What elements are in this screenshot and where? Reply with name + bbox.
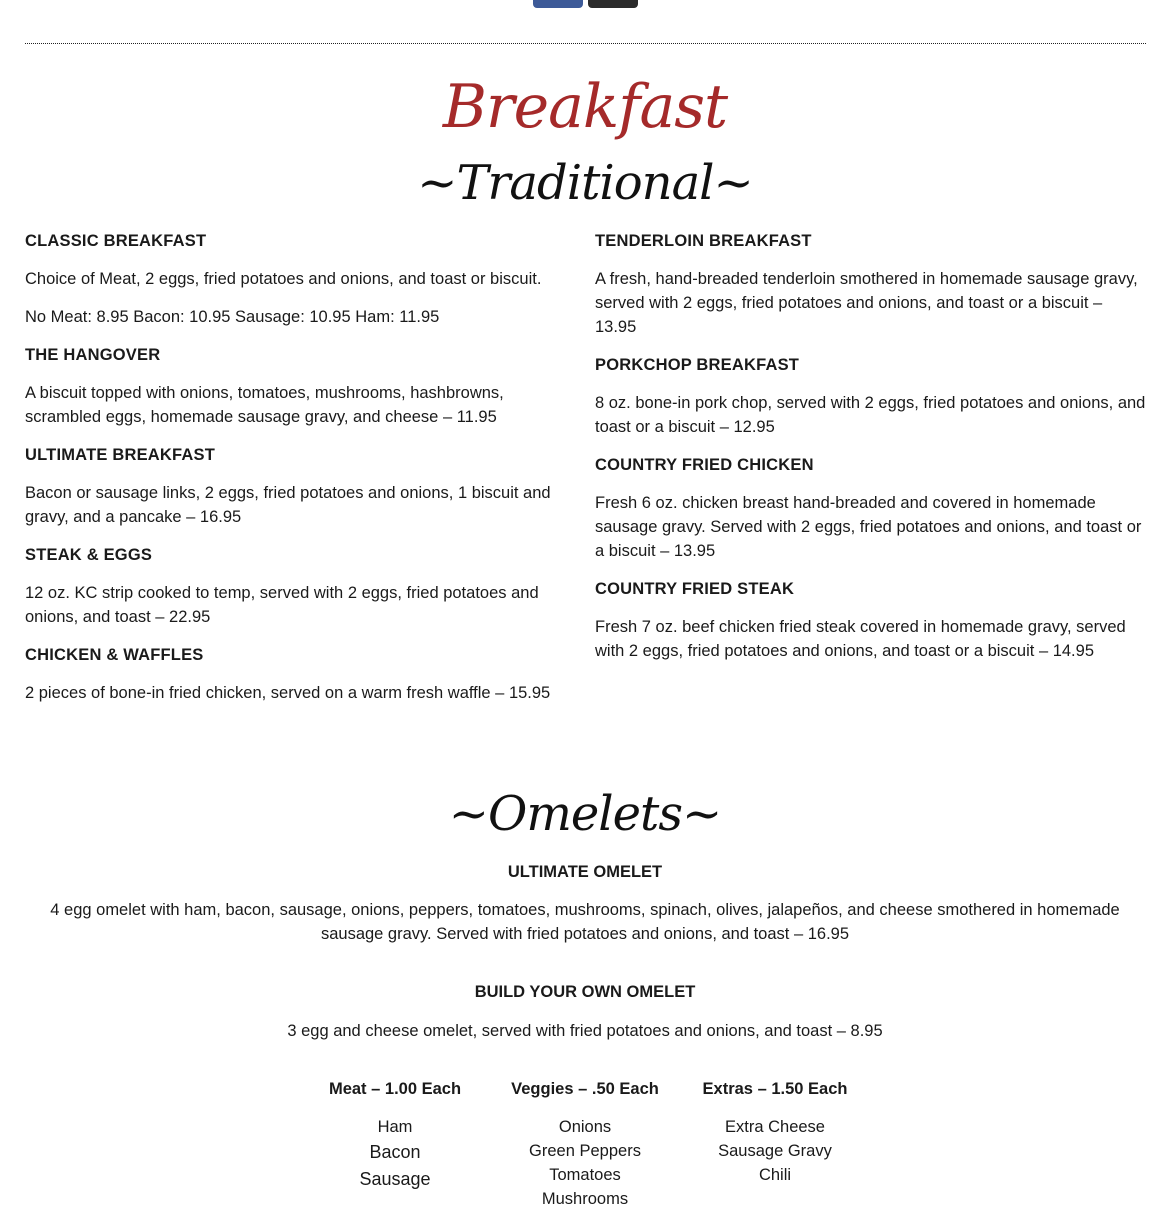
extras-options xyxy=(680,1077,870,1187)
facebook-share-button[interactable] xyxy=(533,0,583,8)
option-item: Green Peppers xyxy=(529,1142,641,1160)
option-item: Chili xyxy=(758,1166,792,1184)
menu-item-desc: Fresh 7 oz. beef chicken fried steak covered in homemade gravy, served with 2 eggs, fried potatoes and onions, and toast or a biscuit – 14.95 xyxy=(595,618,1126,660)
ultimate-omelet-desc: 4 egg omelet with ham, bacon, sausage, onions, peppers, tomatoes, mushrooms, spinach, olives, jalapeños, and cheese smothered in homemade sausage gravy. Served with fried potatoes and onions, and toast – 16.95 xyxy=(50,901,1120,943)
option-item: Bacon xyxy=(369,1142,421,1162)
menu-item-name: COUNTRY FRIED CHICKEN xyxy=(595,456,814,474)
menu-item-name: TENDERLOIN BREAKFAST xyxy=(595,232,812,250)
option-item: Sausage xyxy=(359,1169,431,1189)
menu-item-desc: Choice of Meat, 2 eggs, fried potatoes and onions, and toast or biscuit. xyxy=(25,270,542,288)
meat-options-heading: Meat – 1.00 Each xyxy=(328,1080,462,1098)
subsection-title-omelets: ~Omelets~ xyxy=(448,786,722,842)
menu-item-desc: Fresh 6 oz. chicken breast hand-breaded and covered in homemade sausage gravy. Served with 2 eggs, fried potatoes and onions, and toast or a biscuit – 13.95 xyxy=(595,494,1142,560)
menu-item-desc: 8 oz. bone-in pork chop, served with 2 eggs, fried potatoes and onions, and toast or a biscuit – 12.95 xyxy=(595,394,1146,436)
menu-item-name: THE HANGOVER xyxy=(25,346,161,364)
share-button[interactable] xyxy=(588,0,638,8)
menu-item-desc: 2 pieces of bone-in fried chicken, served on a warm fresh waffle – 15.95 xyxy=(25,684,551,702)
option-item: Tomatoes xyxy=(549,1166,621,1184)
option-item: Onions xyxy=(558,1118,612,1136)
menu-item-name: CHICKEN & WAFFLES xyxy=(25,646,204,664)
menu-item-name: COUNTRY FRIED STEAK xyxy=(595,580,795,598)
section-title-breakfast: Breakfast xyxy=(442,72,728,142)
option-item: Ham xyxy=(377,1118,413,1136)
divider xyxy=(25,43,1146,44)
menu-item-desc: Bacon or sausage links, 2 eggs, fried potatoes and onions, 1 biscuit and gravy, and a pancake – 16.95 xyxy=(25,484,551,526)
traditional-left-column xyxy=(25,229,577,719)
option-item: Extra Cheese xyxy=(725,1118,825,1136)
menu-item-name: CLASSIC BREAKFAST xyxy=(25,232,207,250)
option-item: Sausage Gravy xyxy=(718,1142,832,1160)
subsection-title-traditional: ~Traditional~ xyxy=(417,155,753,211)
extras-options-heading: Extras – 1.50 Each xyxy=(702,1080,848,1098)
veggie-options-heading: Veggies – .50 Each xyxy=(511,1080,659,1098)
menu-item-desc: 12 oz. KC strip cooked to temp, served with 2 eggs, fried potatoes and onions, and toast – 22.95 xyxy=(25,584,539,626)
menu-item-name: ULTIMATE BREAKFAST xyxy=(25,446,215,464)
veggie-options xyxy=(490,1077,680,1211)
build-your-own-omelet-name: BUILD YOUR OWN OMELET xyxy=(474,983,696,1001)
share-buttons xyxy=(533,0,638,8)
menu-item-desc: A fresh, hand-breaded tenderloin smothered in homemade sausage gravy, served with 2 eggs, fried potatoes and onions, and toast or a biscuit – 13.95 xyxy=(595,270,1138,336)
option-item: Mushrooms xyxy=(541,1190,629,1208)
ultimate-omelet-name: ULTIMATE OMELET xyxy=(507,863,663,881)
traditional-right-column xyxy=(595,229,1147,677)
meat-options xyxy=(300,1077,490,1193)
menu-item-name: PORKCHOP BREAKFAST xyxy=(595,356,800,374)
menu-item-prices: No Meat: 8.95 Bacon: 10.95 Sausage: 10.95 Ham: 11.95 xyxy=(25,308,440,326)
menu-item-name: STEAK & EGGS xyxy=(25,546,153,564)
build-your-own-omelet-desc: 3 egg and cheese omelet, served with fried potatoes and onions, and toast – 8.95 xyxy=(287,1022,883,1040)
menu-item-desc: A biscuit topped with onions, tomatoes, mushrooms, hashbrowns, scrambled eggs, homemade sausage gravy, and cheese – 11.95 xyxy=(25,384,504,426)
